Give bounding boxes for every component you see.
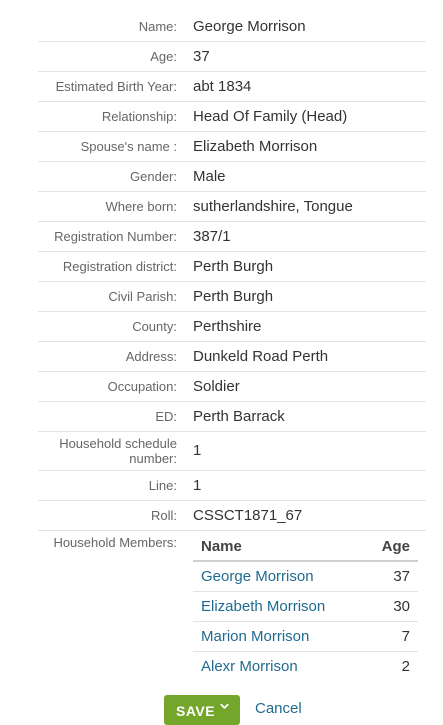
field-row-registration-district bbox=[38, 252, 426, 282]
field-value: abt 1834 bbox=[193, 78, 252, 95]
field-row-age bbox=[38, 42, 426, 72]
field-row-birth-year bbox=[38, 72, 426, 102]
field-row-gender bbox=[38, 162, 426, 192]
field-value: sutherlandshire, Tongue bbox=[193, 198, 353, 215]
field-value: 1 bbox=[193, 477, 202, 494]
field-value: Soldier bbox=[193, 378, 240, 395]
field-value: 1 bbox=[193, 442, 202, 459]
field-label: Line: bbox=[148, 478, 177, 493]
field-row-civil-parish bbox=[38, 282, 426, 312]
field-row-spouse bbox=[38, 132, 426, 162]
field-label: Roll: bbox=[150, 508, 177, 523]
field-value: Head Of Family (Head) bbox=[193, 108, 348, 125]
column-header-name: Name bbox=[201, 538, 242, 555]
field-row-where-born bbox=[38, 192, 426, 222]
field-value: Dunkeld Road Perth bbox=[193, 348, 329, 365]
field-value: George Morrison bbox=[193, 18, 306, 35]
field-label: Where born: bbox=[105, 199, 177, 214]
field-label: Civil Parish: bbox=[108, 289, 177, 304]
field-row-occupation bbox=[38, 372, 426, 402]
member-age: 30 bbox=[393, 598, 410, 615]
member-age: 7 bbox=[401, 628, 410, 645]
field-label: ED: bbox=[155, 409, 177, 424]
field-label: Gender: bbox=[130, 169, 177, 184]
field-label: Household schedule number: bbox=[59, 436, 177, 466]
field-row-household-schedule bbox=[38, 432, 426, 471]
cancel-link[interactable]: Cancel bbox=[255, 700, 302, 717]
field-value: 37 bbox=[193, 48, 210, 65]
field-label: Registration Number: bbox=[54, 229, 177, 244]
table-row bbox=[193, 652, 418, 682]
field-value: Perth Barrack bbox=[193, 408, 285, 425]
field-label: Registration district: bbox=[62, 259, 177, 274]
field-row-address bbox=[38, 342, 426, 372]
save-button-label: SAVE bbox=[176, 703, 216, 719]
household-table-header bbox=[193, 533, 418, 562]
field-label: Age: bbox=[150, 49, 177, 64]
member-name-link[interactable]: Alexr Morrison bbox=[201, 658, 298, 675]
field-label: Name: bbox=[138, 19, 177, 34]
field-row-roll bbox=[38, 501, 426, 531]
save-button[interactable] bbox=[164, 695, 240, 725]
table-row bbox=[193, 562, 418, 592]
member-age: 37 bbox=[393, 568, 410, 585]
field-row-ed bbox=[38, 402, 426, 432]
field-row-county bbox=[38, 312, 426, 342]
member-age: 2 bbox=[401, 658, 410, 675]
column-header-age: Age bbox=[381, 538, 410, 555]
field-label: Estimated Birth Year: bbox=[55, 79, 177, 94]
table-row bbox=[193, 622, 418, 652]
field-label: Spouse's name : bbox=[80, 139, 177, 154]
member-name-link[interactable]: Marion Morrison bbox=[201, 628, 310, 645]
field-label: Occupation: bbox=[107, 379, 177, 394]
table-row bbox=[193, 592, 418, 622]
field-row-registration-number bbox=[38, 222, 426, 252]
field-value: Male bbox=[193, 168, 226, 185]
chevron-down-icon bbox=[220, 702, 229, 711]
field-label: County: bbox=[132, 319, 177, 334]
field-label: Address: bbox=[125, 349, 177, 364]
field-value: Perth Burgh bbox=[193, 258, 274, 275]
field-value: Perth Burgh bbox=[193, 288, 274, 305]
field-value: 387/1 bbox=[193, 228, 231, 245]
field-value: CSSCT1871_67 bbox=[193, 507, 303, 524]
field-row-relationship bbox=[38, 102, 426, 132]
member-name-link[interactable]: George Morrison bbox=[201, 568, 314, 585]
field-value: Elizabeth Morrison bbox=[193, 138, 318, 155]
field-label: Relationship: bbox=[101, 109, 177, 124]
field-row-line bbox=[38, 471, 426, 501]
field-row-name bbox=[38, 12, 426, 42]
member-name-link[interactable]: Elizabeth Morrison bbox=[201, 598, 326, 615]
household-members-table bbox=[193, 533, 418, 682]
field-value: Perthshire bbox=[193, 318, 262, 335]
household-members-label: Household Members: bbox=[53, 535, 177, 550]
